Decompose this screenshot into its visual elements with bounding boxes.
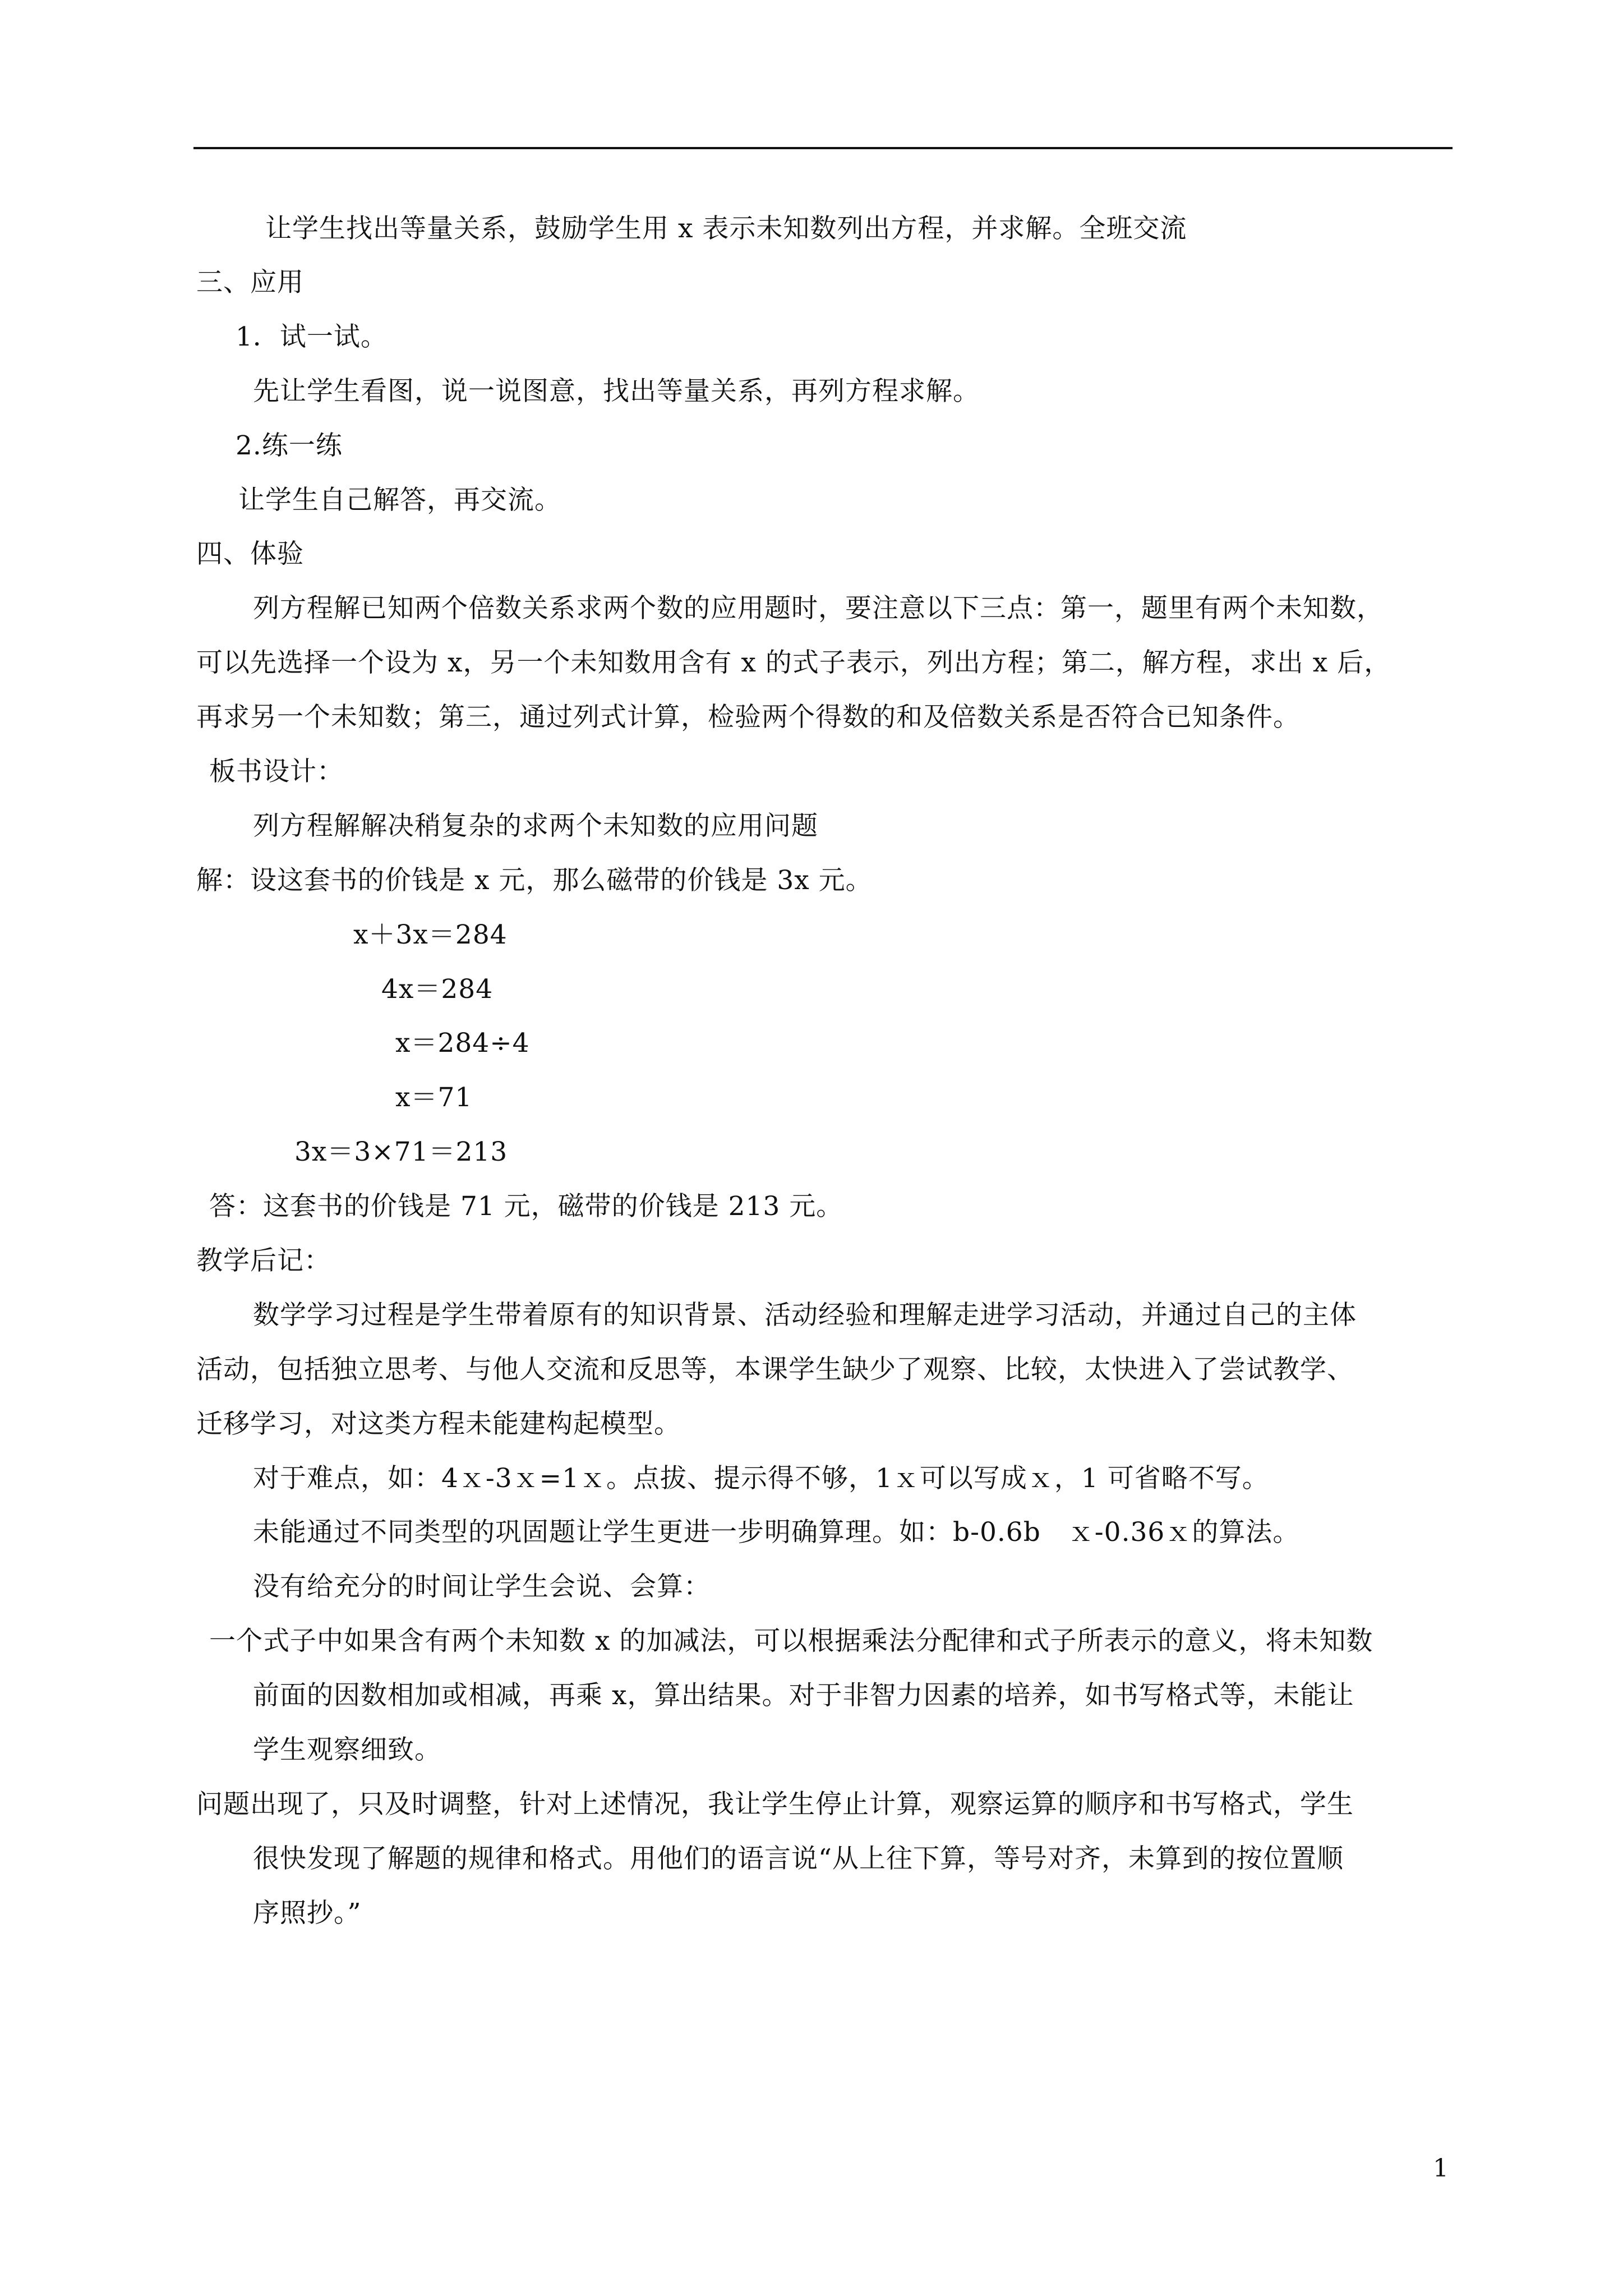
answer-line: 答：这套书的价钱是 71 元，磁带的价钱是 213 元。: [209, 1191, 843, 1222]
text-line: 序照抄。”: [253, 1898, 362, 1929]
text-line: 对于难点，如：4ｘ-3ｘ=1ｘ。点拔、提示得不够，1ｘ可以写成ｘ，1 可省略不写。: [253, 1463, 1269, 1494]
text-line: 很快发现了解题的规律和格式。用他们的语言说“从上往下算，等号对齐，未算到的按位置顺: [253, 1843, 1344, 1874]
equation-line: x＋3x＝284: [353, 919, 508, 950]
section-heading-experience: 四、体验: [196, 539, 304, 569]
text-line: 前面的因数相加或相减，再乘 x，算出结果。对于非智力因素的培养，如书写格式等，未能让: [253, 1680, 1354, 1711]
text-line: 学生观察细致。: [253, 1734, 441, 1765]
text-line: 再求另一个未知数；第三，通过列式计算，检验两个得数的和及倍数关系是否符合已知条件。: [196, 702, 1300, 733]
text-line: 让学生自己解答，再交流。: [238, 485, 561, 516]
text-line: 可以先选择一个设为 x，另一个未知数用含有 x 的式子表示，列出方程；第二，解方程，求出 x 后，: [196, 647, 1391, 678]
text-line: 一个式子中如果含有两个未知数 x 的加减法，可以根据乘法分配律和式子所表示的意义，将未知数: [209, 1626, 1373, 1657]
equation-line: x＝71: [395, 1082, 473, 1113]
equation-line: 3x＝3×71＝213: [294, 1137, 508, 1167]
equation-line: 4x＝284: [381, 974, 494, 1005]
text-line: 未能通过不同类型的巩固题让学生更进一步明确算理。如：b-0.6b ｘ-0.36ｘ的算法。: [253, 1517, 1300, 1548]
header-rule: [193, 147, 1453, 149]
page-number: 1: [1433, 2154, 1449, 2183]
text-line: 让学生找出等量关系，鼓励学生用 x 表示未知数列出方程，并求解。全班交流: [265, 213, 1187, 244]
text-line: 活动，包括独立思考、与他人交流和反思等，本课学生缺少了观察、比较，太快进入了尝试教学、: [196, 1354, 1354, 1385]
equation-line: x＝284÷4: [395, 1028, 530, 1059]
text-line: 问题出现了，只及时调整，针对上述情况，我让学生停止计算，观察运算的顺序和书写格式，学生: [196, 1789, 1354, 1820]
subheading-practice: 2.练一练: [236, 430, 343, 461]
text-line: 迁移学习，对这类方程未能建构起模型。: [196, 1409, 681, 1439]
text-line: 数学学习过程是学生带着原有的知识背景、活动经验和理解走进学习活动，并通过自己的主体: [253, 1300, 1357, 1331]
text-line: 先让学生看图，说一说图意，找出等量关系，再列方程求解。: [253, 376, 980, 407]
board-title: 列方程解解决稍复杂的求两个未知数的应用问题: [253, 811, 818, 841]
subheading-try: 1．试一试。: [236, 321, 388, 352]
postscript-label: 教学后记：: [196, 1245, 331, 1276]
text-line: 没有给充分的时间让学生会说、会算：: [253, 1571, 711, 1602]
section-heading-apply: 三、应用: [196, 267, 304, 298]
text-line: 列方程解已知两个倍数关系求两个数的应用题时，要注意以下三点：第一，题里有两个未知数，: [253, 593, 1384, 624]
solution-intro: 解：设这套书的价钱是 x 元，那么磁带的价钱是 3x 元。: [196, 865, 873, 896]
board-design-label: 板书设计：: [209, 756, 344, 787]
